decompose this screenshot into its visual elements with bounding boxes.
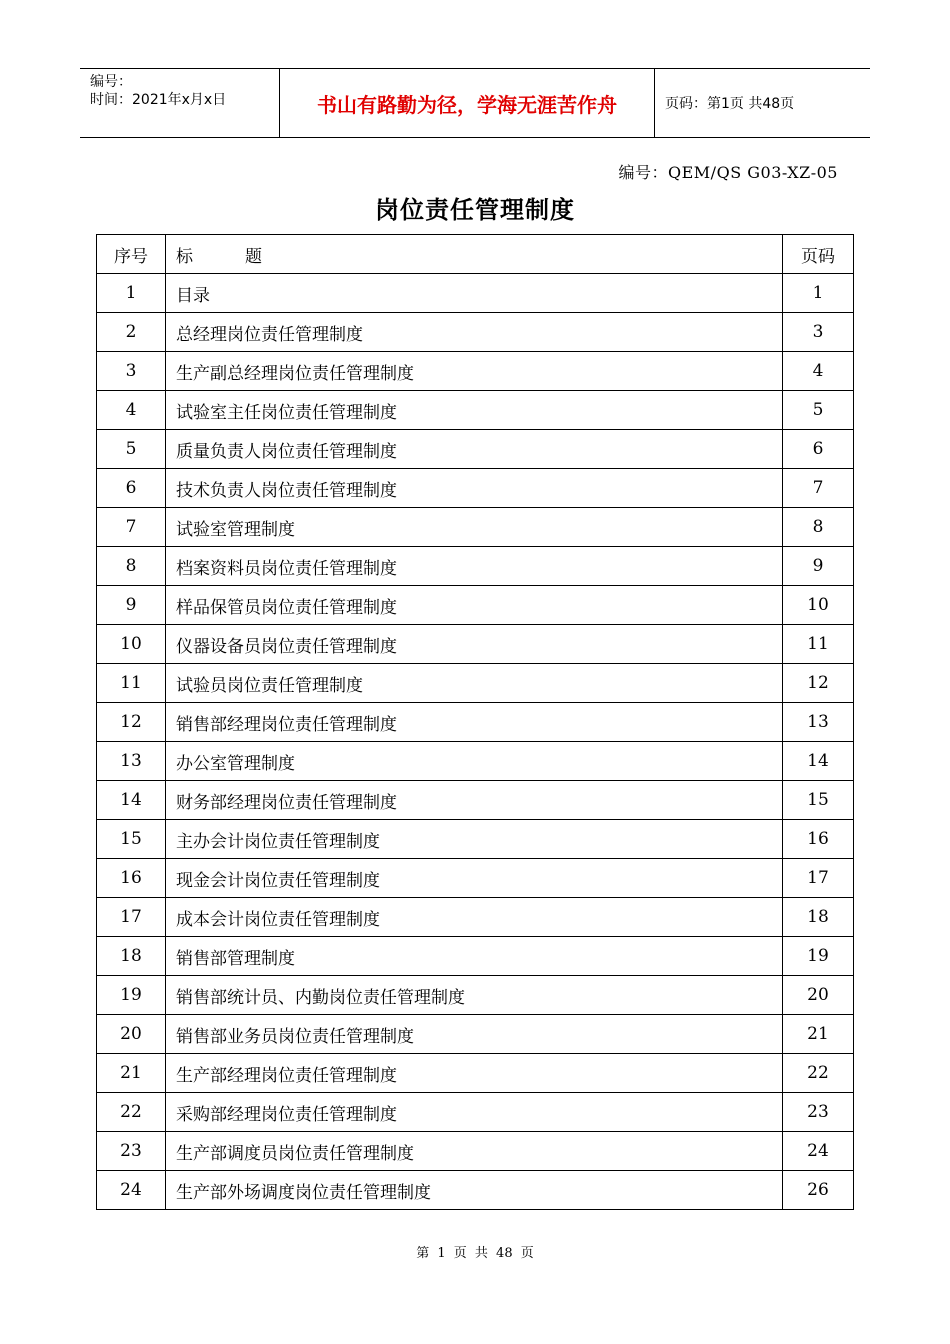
row-number: 14 xyxy=(97,781,166,820)
row-page: 20 xyxy=(783,976,854,1015)
header-time-label: 时间：2021年x月x日 xyxy=(90,92,227,108)
table-row xyxy=(97,742,854,781)
row-page: 10 xyxy=(783,586,854,625)
row-title: 总经理岗位责任管理制度 xyxy=(166,313,783,352)
table-row xyxy=(97,391,854,430)
table-row xyxy=(97,937,854,976)
table-row xyxy=(97,625,854,664)
row-number: 18 xyxy=(97,937,166,976)
row-number: 20 xyxy=(97,1015,166,1054)
row-page: 18 xyxy=(783,898,854,937)
table-row xyxy=(97,976,854,1015)
row-title: 技术负责人岗位责任管理制度 xyxy=(166,469,783,508)
column-header-number: 序号 xyxy=(97,235,166,274)
table-header-row xyxy=(97,235,854,274)
row-number: 2 xyxy=(97,313,166,352)
row-page: 7 xyxy=(783,469,854,508)
table-row xyxy=(97,664,854,703)
row-number: 19 xyxy=(97,976,166,1015)
row-title: 质量负责人岗位责任管理制度 xyxy=(166,430,783,469)
page-footer: 第 1 页 共 48 页 xyxy=(416,1246,534,1261)
row-title: 财务部经理岗位责任管理制度 xyxy=(166,781,783,820)
row-page: 9 xyxy=(783,547,854,586)
row-title: 仪器设备员岗位责任管理制度 xyxy=(166,625,783,664)
row-title: 办公室管理制度 xyxy=(166,742,783,781)
header-number-label: 编号： xyxy=(90,74,132,90)
row-title: 生产部外场调度岗位责任管理制度 xyxy=(166,1171,783,1210)
row-page: 3 xyxy=(783,313,854,352)
document-number: 编号：QEM/QS G03-XZ-05 xyxy=(618,163,838,182)
table-row xyxy=(97,1132,854,1171)
row-title: 目录 xyxy=(166,274,783,313)
column-header-title-a: 标 xyxy=(176,246,193,267)
table-row xyxy=(97,1093,854,1132)
row-page: 17 xyxy=(783,859,854,898)
header-meta xyxy=(80,69,280,137)
row-number: 11 xyxy=(97,664,166,703)
table-row xyxy=(97,508,854,547)
row-page: 19 xyxy=(783,937,854,976)
row-number: 12 xyxy=(97,703,166,742)
row-page: 15 xyxy=(783,781,854,820)
table-row xyxy=(97,781,854,820)
row-page: 1 xyxy=(783,274,854,313)
row-title: 试验员岗位责任管理制度 xyxy=(166,664,783,703)
row-number: 24 xyxy=(97,1171,166,1210)
table-row xyxy=(97,1054,854,1093)
row-number: 22 xyxy=(97,1093,166,1132)
row-title: 销售部业务员岗位责任管理制度 xyxy=(166,1015,783,1054)
table-row xyxy=(97,820,854,859)
row-title: 生产副总经理岗位责任管理制度 xyxy=(166,352,783,391)
row-number: 8 xyxy=(97,547,166,586)
row-page: 24 xyxy=(783,1132,854,1171)
row-number: 9 xyxy=(97,586,166,625)
row-page: 23 xyxy=(783,1093,854,1132)
row-title: 生产部调度员岗位责任管理制度 xyxy=(166,1132,783,1171)
row-title: 销售部经理岗位责任管理制度 xyxy=(166,703,783,742)
table-row xyxy=(97,898,854,937)
row-page: 12 xyxy=(783,664,854,703)
row-page: 13 xyxy=(783,703,854,742)
row-number: 3 xyxy=(97,352,166,391)
row-page: 21 xyxy=(783,1015,854,1054)
row-page: 11 xyxy=(783,625,854,664)
row-number: 4 xyxy=(97,391,166,430)
table-row xyxy=(97,469,854,508)
row-number: 21 xyxy=(97,1054,166,1093)
row-title: 销售部统计员、内勤岗位责任管理制度 xyxy=(166,976,783,1015)
table-row xyxy=(97,430,854,469)
row-title: 销售部管理制度 xyxy=(166,937,783,976)
table-row xyxy=(97,313,854,352)
table-row xyxy=(97,1171,854,1210)
table-row xyxy=(97,352,854,391)
row-title: 档案资料员岗位责任管理制度 xyxy=(166,547,783,586)
row-page: 8 xyxy=(783,508,854,547)
row-number: 16 xyxy=(97,859,166,898)
table-row xyxy=(97,274,854,313)
table-row xyxy=(97,1015,854,1054)
row-title: 现金会计岗位责任管理制度 xyxy=(166,859,783,898)
row-page: 16 xyxy=(783,820,854,859)
row-page: 6 xyxy=(783,430,854,469)
contents-table xyxy=(96,234,854,1210)
row-number: 23 xyxy=(97,1132,166,1171)
table-row xyxy=(97,859,854,898)
table-body xyxy=(97,274,854,1210)
page-header xyxy=(80,68,870,138)
row-title: 生产部经理岗位责任管理制度 xyxy=(166,1054,783,1093)
row-title: 试验室管理制度 xyxy=(166,508,783,547)
row-page: 5 xyxy=(783,391,854,430)
row-title: 成本会计岗位责任管理制度 xyxy=(166,898,783,937)
row-title: 样品保管员岗位责任管理制度 xyxy=(166,586,783,625)
row-page: 14 xyxy=(783,742,854,781)
row-title: 主办会计岗位责任管理制度 xyxy=(166,820,783,859)
row-title: 采购部经理岗位责任管理制度 xyxy=(166,1093,783,1132)
row-page: 26 xyxy=(783,1171,854,1210)
column-header-page: 页码 xyxy=(783,235,854,274)
row-number: 7 xyxy=(97,508,166,547)
header-page-info: 页码：第1页 共48页 xyxy=(665,96,795,112)
row-number: 15 xyxy=(97,820,166,859)
row-number: 13 xyxy=(97,742,166,781)
header-motto: 书山有路勤为径，学海无涯苦作舟 xyxy=(280,69,655,137)
row-number: 5 xyxy=(97,430,166,469)
row-page: 22 xyxy=(783,1054,854,1093)
row-title: 试验室主任岗位责任管理制度 xyxy=(166,391,783,430)
row-number: 6 xyxy=(97,469,166,508)
column-header-title-b: 题 xyxy=(245,246,262,267)
row-page: 4 xyxy=(783,352,854,391)
table-row xyxy=(97,547,854,586)
column-header-title xyxy=(166,235,783,274)
table-row xyxy=(97,703,854,742)
table-row xyxy=(97,586,854,625)
row-number: 17 xyxy=(97,898,166,937)
document-title: 岗位责任管理制度 xyxy=(375,196,575,224)
row-number: 10 xyxy=(97,625,166,664)
row-number: 1 xyxy=(97,274,166,313)
